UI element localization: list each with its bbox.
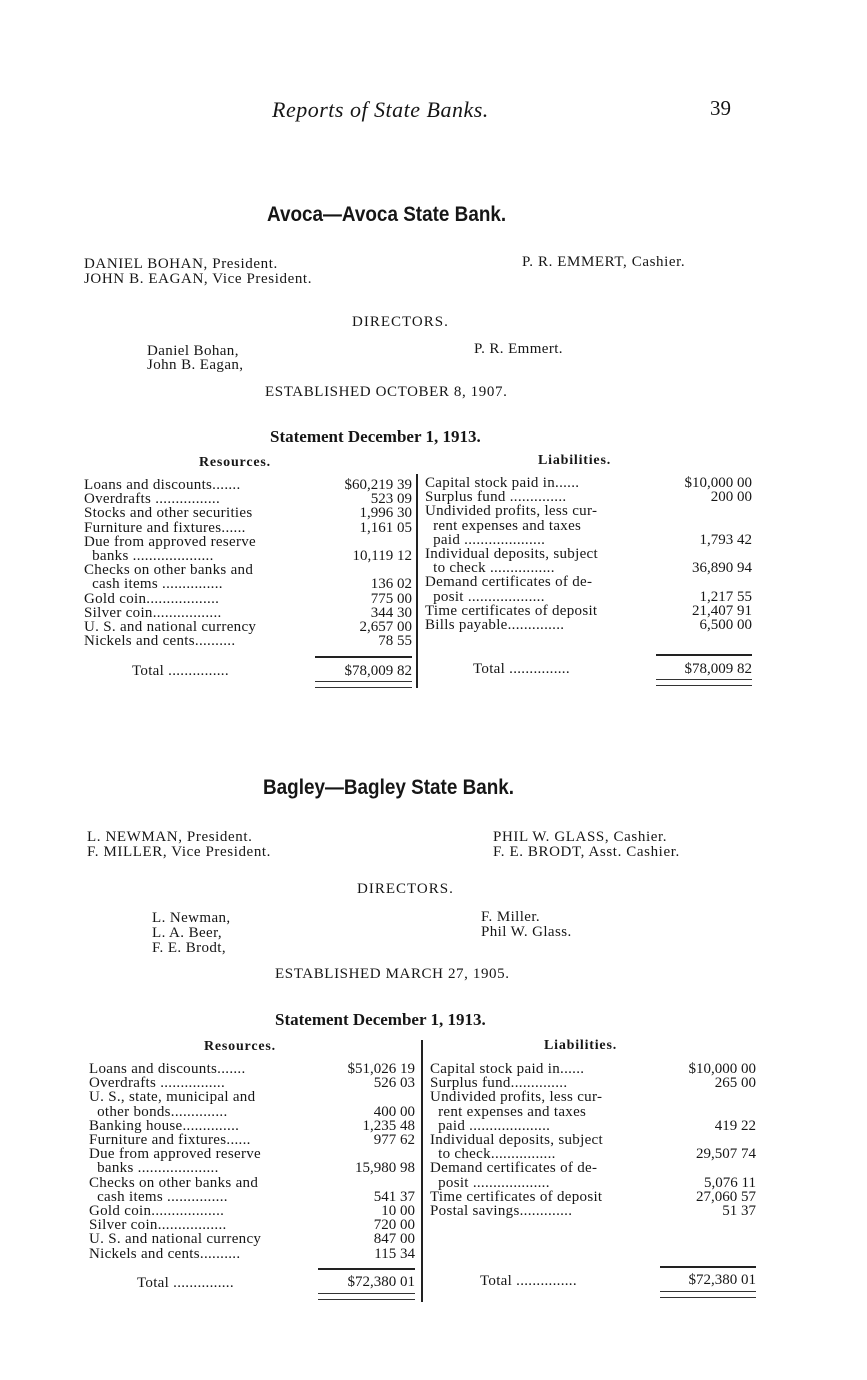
established-date: ESTABLISHED MARCH 27, 1905. bbox=[275, 966, 510, 982]
liability-item-label: Individual deposits, subject bbox=[425, 546, 598, 562]
bank-title: Bagley—Bagley State Bank. bbox=[263, 776, 515, 799]
resource-item-label: Loans and discounts....... bbox=[89, 1061, 246, 1077]
liability-item-label: Time certificates of deposit bbox=[430, 1188, 603, 1205]
liability-item-amount: 27,060 57 bbox=[696, 1188, 756, 1205]
resource-item-amount: 1,996 30 bbox=[359, 505, 412, 522]
resource-item-amount: 1,235 48 bbox=[362, 1117, 415, 1134]
double-rule bbox=[318, 1293, 415, 1300]
resource-item-label: Silver coin................. bbox=[84, 604, 222, 621]
liability-item-label: Bills payable.............. bbox=[425, 617, 565, 633]
column-divider bbox=[416, 474, 418, 688]
liability-item-amount: 1,793 42 bbox=[699, 531, 752, 548]
liability-item-label: posit ................... bbox=[425, 588, 545, 605]
column-divider bbox=[421, 1040, 423, 1302]
liabilities-total-label: Total ............... bbox=[473, 661, 570, 677]
resource-item-label: Gold coin.................. bbox=[89, 1203, 225, 1219]
officer-vice-president: F. MILLER, Vice President. bbox=[87, 844, 272, 860]
resource-item-amount: 400 00 bbox=[373, 1103, 415, 1120]
liability-item-label: rent expenses and taxes bbox=[425, 517, 582, 534]
resource-item-label: banks .................... bbox=[84, 548, 214, 564]
liability-item-label: paid .................... bbox=[430, 1117, 551, 1134]
double-rule bbox=[315, 681, 412, 688]
resource-item-label: Checks on other banks and bbox=[84, 562, 254, 579]
resource-item-amount: 977 62 bbox=[373, 1132, 415, 1148]
resources-total-label: Total ............... bbox=[132, 663, 229, 679]
resources-total-label: Total ............... bbox=[137, 1275, 234, 1291]
resource-item-label: Stocks and other securities bbox=[84, 505, 253, 522]
liability-item-label: rent expenses and taxes bbox=[430, 1103, 587, 1120]
resource-item-label: Banking house.............. bbox=[89, 1117, 240, 1134]
liability-item-label: to check ................ bbox=[425, 560, 555, 577]
director-name: L. A. Beer, bbox=[152, 925, 223, 941]
resource-item-label: U. S. and national currency bbox=[89, 1231, 262, 1248]
liability-item-label: Demand certificates of de- bbox=[425, 574, 593, 591]
officer-asst-cashier: F. E. BRODT, Asst. Cashier. bbox=[493, 844, 680, 860]
resource-item-amount: $51,026 19 bbox=[347, 1061, 415, 1077]
resource-item-amount: 720 00 bbox=[373, 1217, 415, 1234]
resource-item-label: Overdrafts ................ bbox=[84, 491, 220, 508]
liability-item-amount: 1,217 55 bbox=[699, 588, 752, 605]
director-name: P. R. Emmert. bbox=[474, 341, 563, 357]
liabilities-total-amount: $78,009 82 bbox=[684, 661, 752, 677]
liability-item-amount: $10,000 00 bbox=[684, 475, 752, 491]
liability-item-label: to check................ bbox=[430, 1146, 556, 1163]
liability-item-label: Capital stock paid in...... bbox=[425, 475, 580, 491]
liability-item-amount: 200 00 bbox=[710, 489, 752, 506]
directors-heading: DIRECTORS. bbox=[357, 881, 454, 897]
liability-item-label: posit ................... bbox=[430, 1174, 550, 1191]
resource-item-label: Silver coin................. bbox=[89, 1217, 227, 1234]
total-rule bbox=[656, 654, 752, 656]
total-rule bbox=[318, 1268, 415, 1270]
resources-heading: Resources. bbox=[204, 1039, 276, 1054]
liability-item-label: paid .................... bbox=[425, 531, 546, 548]
resource-item-amount: $60,219 39 bbox=[344, 477, 412, 493]
director-name: John B. Eagan, bbox=[147, 357, 244, 373]
officer-vice-president: JOHN B. EAGAN, Vice President. bbox=[84, 271, 313, 287]
director-name: Daniel Bohan, bbox=[147, 343, 239, 359]
officer-president: L. NEWMAN, President. bbox=[87, 829, 253, 845]
resource-item-label: Gold coin.................. bbox=[84, 590, 220, 607]
liability-item-amount: 5,076 11 bbox=[704, 1174, 756, 1191]
double-rule bbox=[660, 1291, 756, 1298]
directors-heading: DIRECTORS. bbox=[352, 314, 449, 330]
resource-item-amount: 526 03 bbox=[373, 1075, 415, 1092]
resource-item-amount: 344 30 bbox=[370, 604, 412, 621]
liability-item-amount: 419 22 bbox=[714, 1117, 756, 1134]
liabilities-total-label: Total ............... bbox=[480, 1273, 577, 1289]
resource-item-label: Due from approved reserve bbox=[84, 533, 257, 550]
resource-item-amount: 115 34 bbox=[374, 1245, 415, 1262]
director-name: F. E. Brodt, bbox=[152, 940, 227, 956]
resource-item-label: Nickels and cents.......... bbox=[84, 633, 236, 650]
director-name: L. Newman, bbox=[152, 910, 231, 926]
liability-item-label: Surplus fund .............. bbox=[425, 489, 567, 506]
liabilities-heading: Liabilities. bbox=[538, 453, 611, 468]
officer-cashier: PHIL W. GLASS, Cashier. bbox=[493, 829, 668, 845]
resource-item-amount: 541 37 bbox=[373, 1188, 415, 1205]
resources-total-amount: $72,380 01 bbox=[347, 1274, 415, 1290]
resources-total-amount: $78,009 82 bbox=[344, 663, 412, 679]
liability-item-amount: $10,000 00 bbox=[688, 1061, 756, 1077]
liability-item-label: Time certificates of deposit bbox=[425, 602, 598, 619]
resource-item-amount: 523 09 bbox=[370, 491, 412, 508]
liability-item-label: Undivided profits, less cur- bbox=[430, 1089, 603, 1106]
resource-item-label: Overdrafts ................ bbox=[89, 1075, 225, 1092]
resources-heading: Resources. bbox=[199, 455, 271, 470]
resource-item-amount: 1,161 05 bbox=[359, 519, 412, 536]
resource-item-amount: 15,980 98 bbox=[355, 1160, 415, 1177]
total-rule bbox=[315, 656, 412, 658]
liability-item-amount: 21,407 91 bbox=[692, 602, 752, 619]
resource-item-label: Nickels and cents.......... bbox=[89, 1245, 241, 1262]
resource-item-label: Furniture and fixtures...... bbox=[84, 519, 246, 536]
officer-president: DANIEL BOHAN, President. bbox=[84, 256, 278, 272]
running-title: Reports of State Banks. bbox=[272, 97, 489, 122]
liability-item-amount: 265 00 bbox=[714, 1075, 756, 1092]
liability-item-amount: 51 37 bbox=[722, 1203, 756, 1219]
bank-title: Avoca—Avoca State Bank. bbox=[267, 203, 507, 226]
liability-item-label: Undivided profits, less cur- bbox=[425, 503, 598, 520]
resource-item-label: U. S., state, municipal and bbox=[89, 1089, 256, 1106]
liabilities-total-amount: $72,380 01 bbox=[688, 1272, 756, 1288]
liability-item-label: Surplus fund.............. bbox=[430, 1075, 568, 1092]
resource-item-amount: 78 55 bbox=[378, 633, 412, 650]
resource-item-label: Checks on other banks and bbox=[89, 1174, 259, 1191]
resource-item-label: Furniture and fixtures...... bbox=[89, 1132, 251, 1148]
established-date: ESTABLISHED OCTOBER 8, 1907. bbox=[265, 384, 508, 400]
officer-cashier: P. R. EMMERT, Cashier. bbox=[522, 254, 686, 270]
liability-item-amount: 29,507 74 bbox=[696, 1146, 756, 1163]
liability-item-label: Individual deposits, subject bbox=[430, 1132, 603, 1148]
resource-item-label: cash items ............... bbox=[84, 576, 223, 593]
resource-item-label: Due from approved reserve bbox=[89, 1146, 262, 1163]
resource-item-amount: 136 02 bbox=[370, 576, 412, 593]
liability-item-label: Postal savings............. bbox=[430, 1203, 573, 1219]
liability-item-amount: 36,890 94 bbox=[692, 560, 752, 577]
liabilities-heading: Liabilities. bbox=[544, 1038, 617, 1053]
liability-item-label: Capital stock paid in...... bbox=[430, 1061, 585, 1077]
resource-item-label: other bonds.............. bbox=[89, 1103, 228, 1120]
resource-item-amount: 2,657 00 bbox=[359, 619, 412, 635]
director-name: F. Miller. bbox=[481, 909, 541, 925]
director-name: Phil W. Glass. bbox=[481, 924, 572, 940]
page-number: 39 bbox=[710, 96, 731, 120]
resource-item-amount: 847 00 bbox=[373, 1231, 415, 1248]
resource-item-amount: 10,119 12 bbox=[352, 548, 412, 564]
statement-heading: Statement December 1, 1913. bbox=[270, 427, 481, 446]
double-rule bbox=[656, 679, 752, 686]
total-rule bbox=[660, 1266, 756, 1268]
liability-item-label: Demand certificates of de- bbox=[430, 1160, 598, 1177]
liability-item-amount: 6,500 00 bbox=[699, 617, 752, 633]
resource-item-label: U. S. and national currency bbox=[84, 619, 257, 635]
statement-heading: Statement December 1, 1913. bbox=[275, 1010, 486, 1029]
resource-item-amount: 10 00 bbox=[381, 1203, 415, 1219]
resource-item-amount: 775 00 bbox=[370, 590, 412, 607]
resource-item-label: Loans and discounts....... bbox=[84, 477, 241, 493]
resource-item-label: banks .................... bbox=[89, 1160, 219, 1177]
resource-item-label: cash items ............... bbox=[89, 1188, 228, 1205]
